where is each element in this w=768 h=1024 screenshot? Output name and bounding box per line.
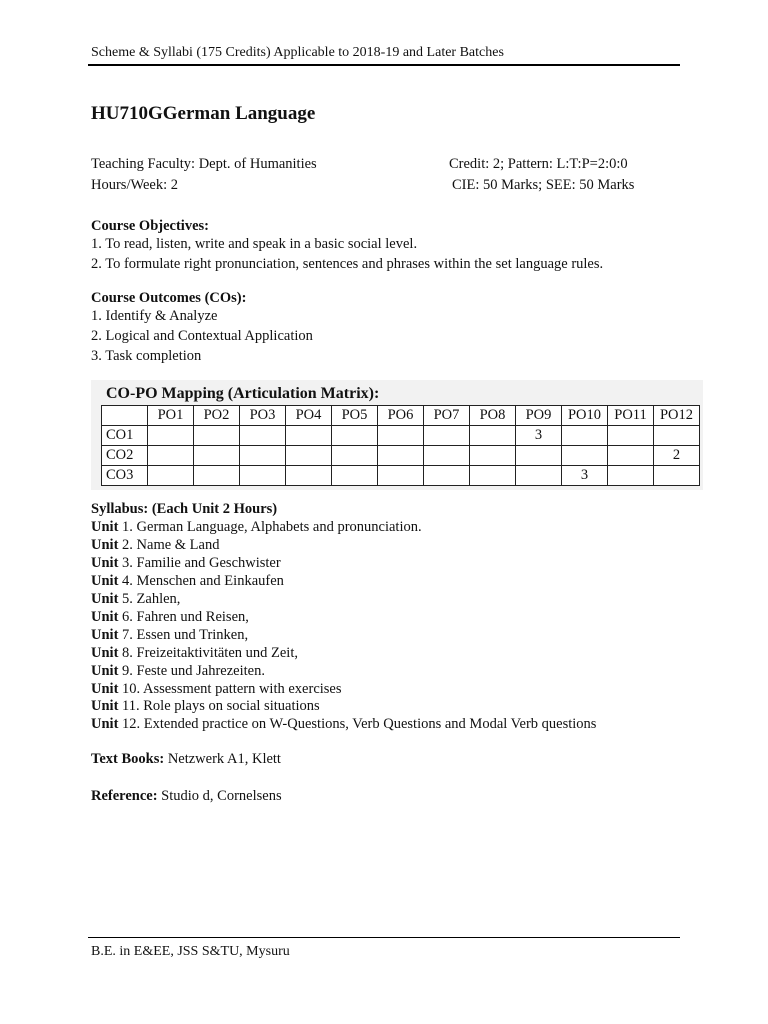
unit-word: Unit bbox=[91, 681, 119, 697]
matrix-cell bbox=[562, 446, 608, 466]
matrix-cell bbox=[148, 446, 194, 466]
matrix-cell bbox=[608, 446, 654, 466]
matrix-cell bbox=[240, 426, 286, 446]
matrix-cell: 2 bbox=[654, 446, 700, 466]
matrix-cell bbox=[194, 446, 240, 466]
unit-word: Unit bbox=[91, 698, 119, 714]
unit-line bbox=[91, 698, 320, 715]
unit-word: Unit bbox=[91, 555, 119, 571]
matrix-col-header: PO10 bbox=[562, 406, 608, 426]
unit-line bbox=[91, 609, 249, 626]
unit-word: Unit bbox=[91, 627, 119, 643]
outcomes-heading: Course Outcomes (COs): bbox=[91, 290, 247, 306]
matrix-col-header: PO9 bbox=[516, 406, 562, 426]
unit-text: 9. Feste und Jahrezeiten. bbox=[118, 663, 265, 679]
unit-word: Unit bbox=[91, 537, 119, 553]
unit-line bbox=[91, 591, 180, 608]
reference-value: Studio d, Cornelsens bbox=[157, 788, 282, 804]
matrix-cell bbox=[470, 466, 516, 486]
matrix-col-header: PO11 bbox=[608, 406, 654, 426]
course-title: HU710GGerman Language bbox=[91, 103, 316, 124]
cie-see-marks: CIE: 50 Marks; SEE: 50 Marks bbox=[452, 177, 635, 193]
unit-word: Unit bbox=[91, 716, 119, 732]
matrix-cell bbox=[378, 446, 424, 466]
matrix-cell bbox=[148, 426, 194, 446]
matrix-cell bbox=[286, 446, 332, 466]
unit-line bbox=[91, 681, 342, 698]
text-books-label: Text Books: bbox=[91, 751, 165, 767]
matrix-col-header: PO5 bbox=[332, 406, 378, 426]
text-books bbox=[91, 751, 281, 768]
text-books-value: Netzwerk A1, Klett bbox=[164, 751, 281, 767]
matrix-row-header: CO3 bbox=[102, 466, 148, 486]
unit-text: 3. Familie and Geschwister bbox=[118, 555, 281, 571]
outcome-item: 2. Logical and Contextual Application bbox=[91, 328, 313, 344]
reference-label: Reference: bbox=[91, 788, 158, 804]
matrix-col-header: PO12 bbox=[654, 406, 700, 426]
matrix-cell bbox=[470, 446, 516, 466]
teaching-faculty: Teaching Faculty: Dept. of Humanities bbox=[91, 156, 317, 172]
page-header: Scheme & Syllabi (175 Credits) Applicable to 2018-19 and Later Batches bbox=[91, 45, 504, 60]
unit-line bbox=[91, 716, 596, 733]
hours-week: Hours/Week: 2 bbox=[91, 177, 179, 193]
matrix-header-row bbox=[102, 406, 700, 426]
matrix-cell: 3 bbox=[562, 466, 608, 486]
outcome-item: 1. Identify & Analyze bbox=[91, 308, 218, 324]
matrix-cell bbox=[194, 466, 240, 486]
matrix-cell bbox=[378, 426, 424, 446]
unit-text: 7. Essen und Trinken, bbox=[118, 627, 249, 643]
matrix-cell bbox=[424, 426, 470, 446]
unit-text: 10. Assessment pattern with exercises bbox=[118, 681, 342, 697]
matrix-col-header: PO1 bbox=[148, 406, 194, 426]
matrix-cell bbox=[194, 426, 240, 446]
matrix-cell bbox=[332, 426, 378, 446]
footer-rule bbox=[88, 937, 680, 938]
matrix-col-header: PO8 bbox=[470, 406, 516, 426]
matrix-cell bbox=[654, 466, 700, 486]
unit-text: 5. Zahlen, bbox=[118, 591, 181, 607]
matrix-row-header: CO2 bbox=[102, 446, 148, 466]
unit-word: Unit bbox=[91, 519, 119, 535]
unit-line bbox=[91, 663, 265, 680]
objectives-heading: Course Objectives: bbox=[91, 218, 209, 234]
matrix-cell bbox=[332, 466, 378, 486]
matrix-cell bbox=[424, 446, 470, 466]
unit-line bbox=[91, 627, 248, 644]
unit-word: Unit bbox=[91, 609, 119, 625]
unit-text: 11. Role plays on social situations bbox=[118, 698, 320, 714]
header-rule bbox=[88, 64, 680, 66]
matrix-cell: 3 bbox=[516, 426, 562, 446]
matrix-caption: CO-PO Mapping (Articulation Matrix): bbox=[106, 385, 380, 402]
matrix-cell bbox=[516, 446, 562, 466]
unit-word: Unit bbox=[91, 591, 119, 607]
unit-line bbox=[91, 555, 281, 572]
matrix-col-header: PO2 bbox=[194, 406, 240, 426]
page-footer: B.E. in E&EE, JSS S&TU, Mysuru bbox=[91, 944, 290, 959]
matrix-col-header: PO3 bbox=[240, 406, 286, 426]
matrix-cell bbox=[654, 426, 700, 446]
matrix-row bbox=[102, 426, 700, 446]
matrix-cell bbox=[608, 466, 654, 486]
matrix-cell bbox=[240, 466, 286, 486]
syllabus-heading: Syllabus: (Each Unit 2 Hours) bbox=[91, 501, 278, 517]
reference bbox=[91, 788, 282, 805]
unit-word: Unit bbox=[91, 645, 119, 661]
matrix-col-header: PO6 bbox=[378, 406, 424, 426]
unit-text: 8. Freizeitaktivitäten und Zeit, bbox=[118, 645, 298, 661]
matrix-cell bbox=[240, 446, 286, 466]
unit-word: Unit bbox=[91, 663, 119, 679]
unit-text: 6. Fahren und Reisen, bbox=[118, 609, 249, 625]
unit-text: 12. Extended practice on W-Questions, Verb Questions and Modal Verb questions bbox=[118, 716, 597, 732]
objective-item: 2. To formulate right pronunciation, sentences and phrases within the set language rules. bbox=[91, 256, 604, 272]
matrix-cell bbox=[516, 466, 562, 486]
unit-line bbox=[91, 573, 284, 590]
unit-text: 2. Name & Land bbox=[118, 537, 220, 553]
matrix-row bbox=[102, 446, 700, 466]
unit-line bbox=[91, 519, 422, 536]
matrix-cell bbox=[470, 426, 516, 446]
unit-text: 1. German Language, Alphabets and pronunciation. bbox=[118, 519, 422, 535]
objective-item: 1. To read, listen, write and speak in a basic social level. bbox=[91, 236, 418, 252]
matrix-cell bbox=[148, 466, 194, 486]
matrix-cell bbox=[562, 426, 608, 446]
matrix-cell bbox=[332, 446, 378, 466]
unit-line bbox=[91, 645, 298, 662]
credit-pattern: Credit: 2; Pattern: L:T:P=2:0:0 bbox=[449, 156, 628, 172]
matrix-cell bbox=[608, 426, 654, 446]
matrix-row-header: CO1 bbox=[102, 426, 148, 446]
matrix-cell bbox=[286, 426, 332, 446]
matrix-row bbox=[102, 466, 700, 486]
outcome-item: 3. Task completion bbox=[91, 348, 202, 364]
matrix-corner-cell bbox=[102, 406, 148, 426]
matrix-cell bbox=[286, 466, 332, 486]
matrix-col-header: PO7 bbox=[424, 406, 470, 426]
matrix-cell bbox=[378, 466, 424, 486]
unit-text: 4. Menschen and Einkaufen bbox=[118, 573, 284, 589]
matrix-col-header: PO4 bbox=[286, 406, 332, 426]
matrix-cell bbox=[424, 466, 470, 486]
unit-line bbox=[91, 537, 219, 554]
co-po-matrix bbox=[101, 405, 700, 486]
unit-word: Unit bbox=[91, 573, 119, 589]
